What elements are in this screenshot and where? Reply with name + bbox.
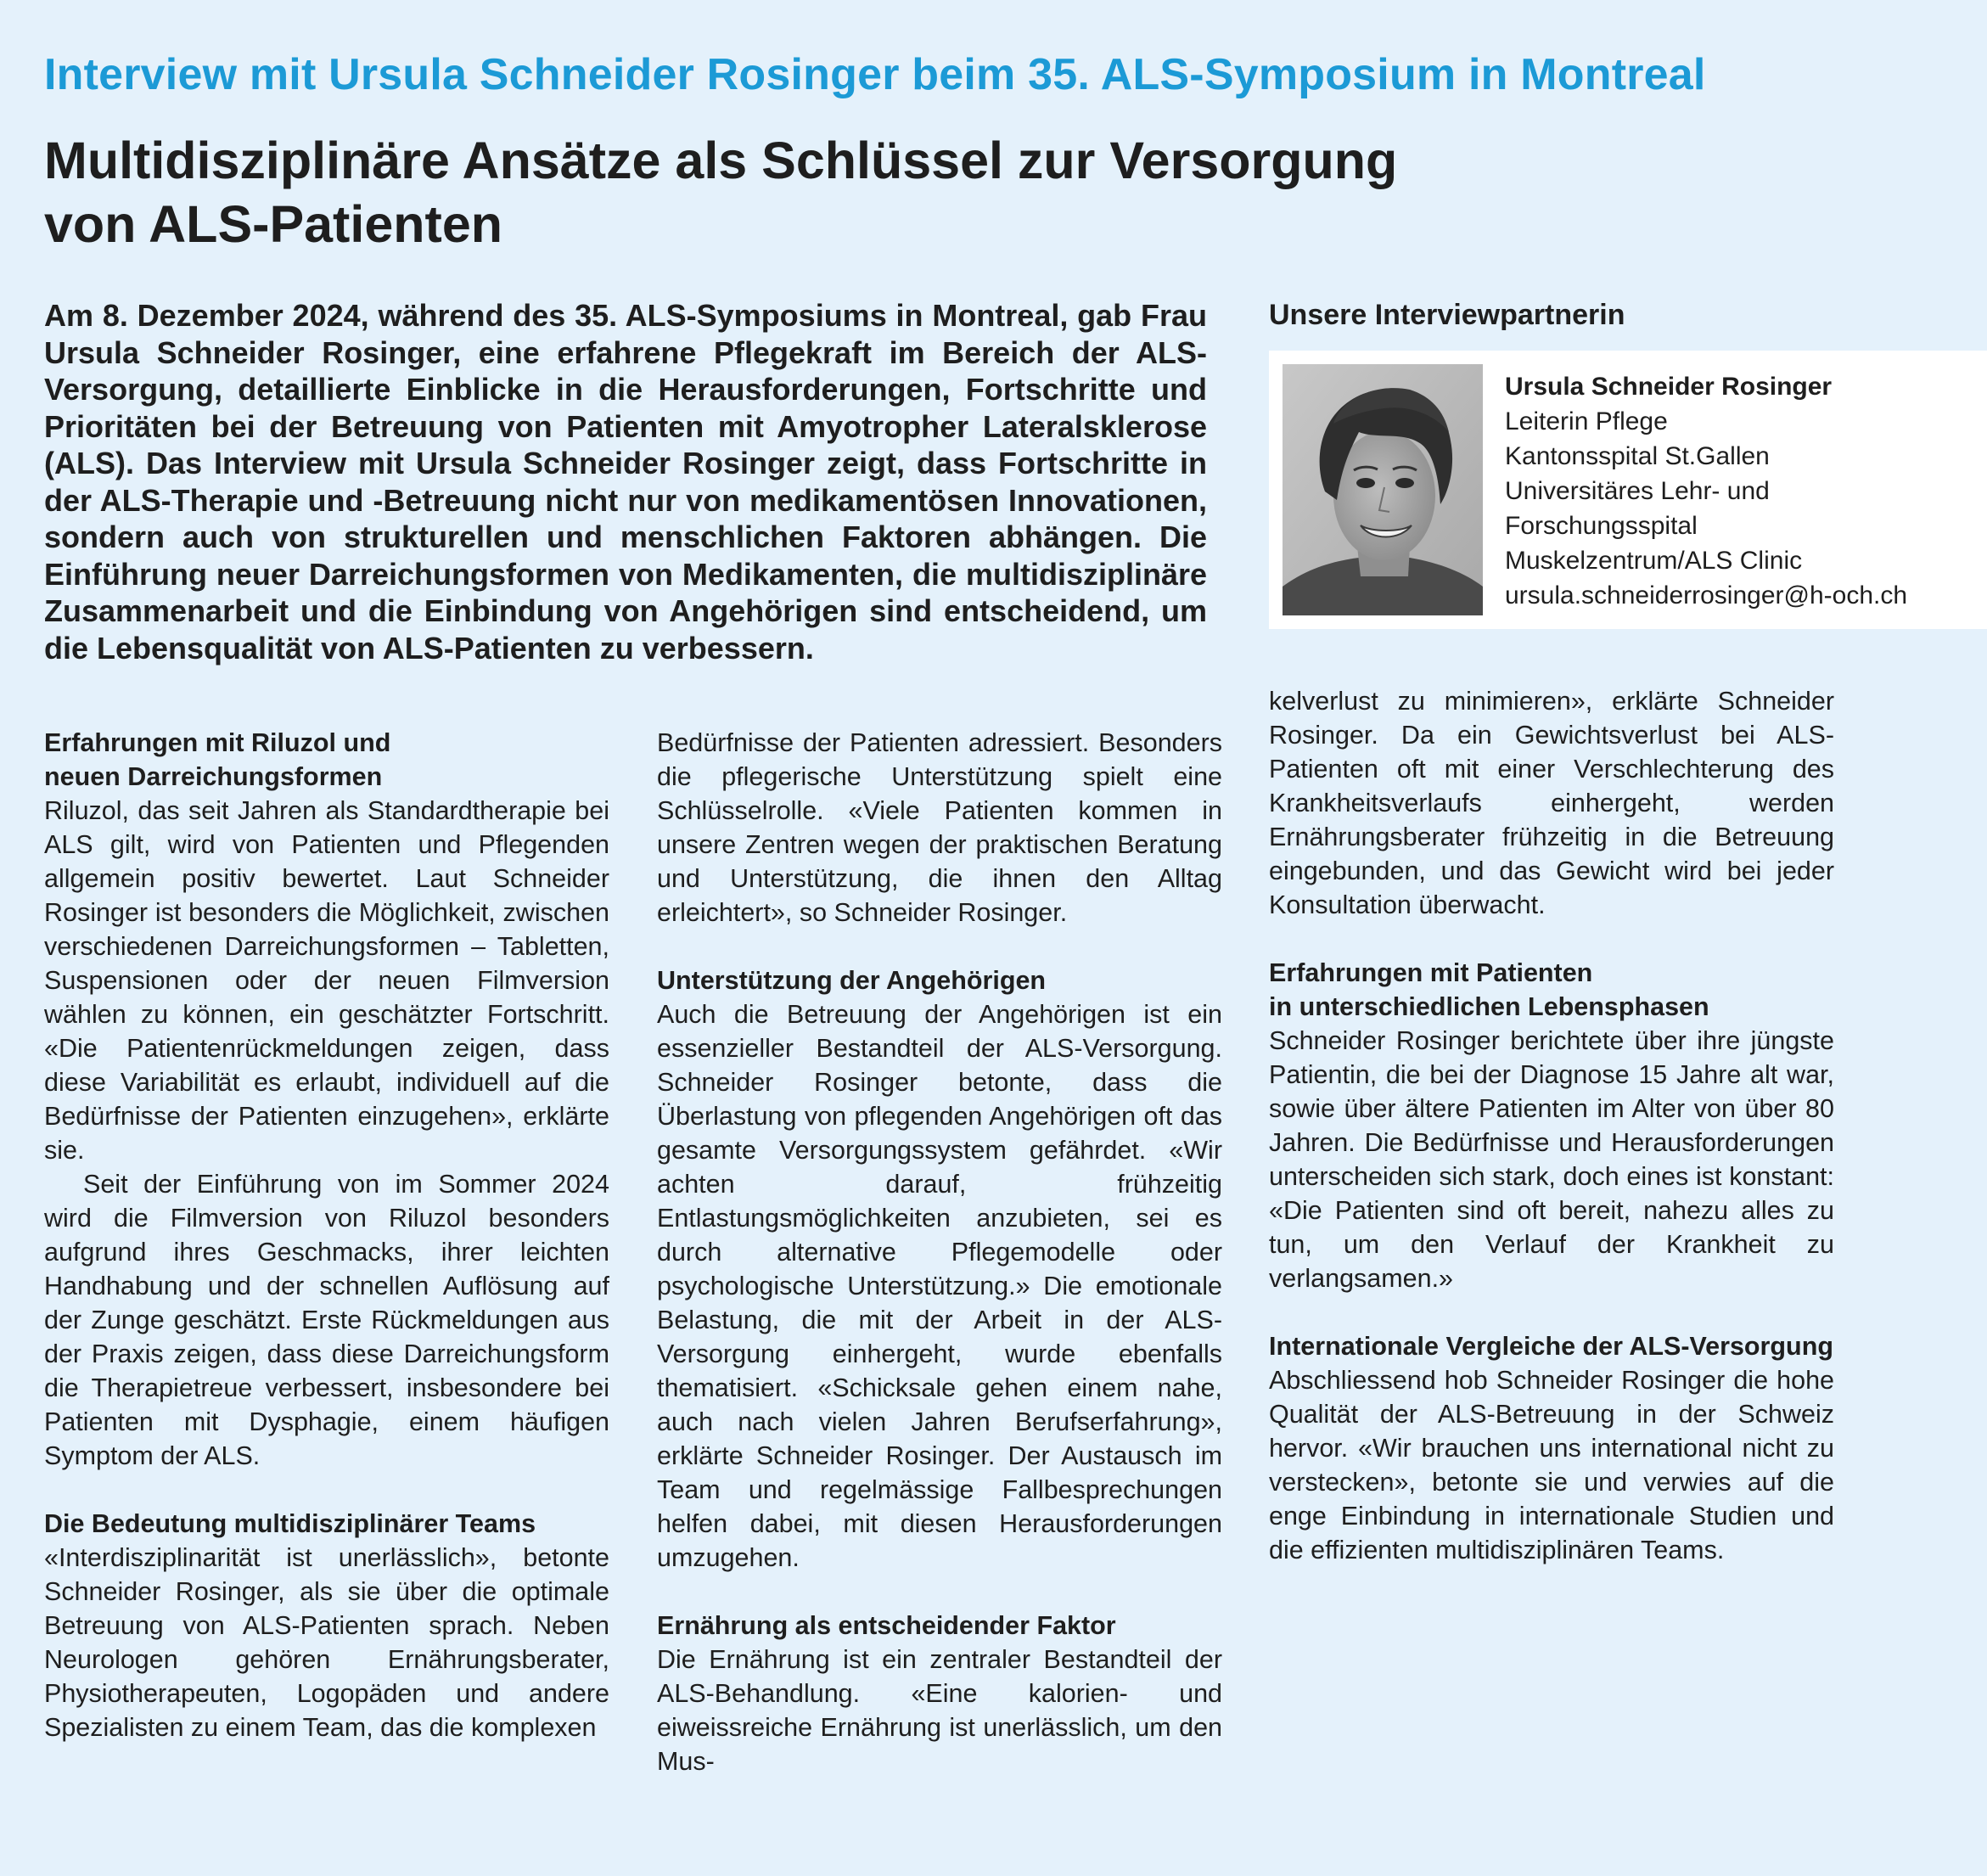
section-heading-lebensphasen bbox=[1269, 956, 1834, 1024]
section-heading-teams: Die Bedeutung multidisziplinärer Teams bbox=[44, 1509, 536, 1538]
paragraph-lebensphasen: Schneider Rosinger berichtete über ihre jüngste Patientin, die bei der Diagnose 15 Jahre alt war, sowie über ältere Patienten im Alter von über 80 Jahren. Die Bedürfnisse und Herausforderungen unterscheiden sich stark, doch eines ist konstant: «Die Patienten sind oft bereit, nahezu alles zu tun, um den Verlauf der Krankheit zu verlangsamen.» bbox=[1269, 1026, 1834, 1293]
section-heading-international: Internationale Vergleiche der ALS-Versorgung bbox=[1269, 1332, 1833, 1361]
partner-department: Muskelzentrum/ALS Clinic bbox=[1505, 547, 1803, 575]
article-headline bbox=[44, 129, 1487, 256]
section-heading-riluzol-line-1: Erfahrungen mit Riluzol und bbox=[44, 728, 391, 757]
partner-name: Ursula Schneider Rosinger bbox=[1505, 373, 1833, 401]
article-lead: Am 8. Dezember 2024, während des 35. ALS-Symposiums in Montreal, gab Frau Ursula Schneider Rosinger, eine erfahrene Pflegekraft im Bereich der ALS-Versorgung, detaillierte Einblicke in die Herausforderungen, Fortschritte und Prioritäten bei der Betreuung von Patienten mit Amyotropher Lateralsklerose (ALS). Das Interview mit Ursula Schneider Rosinger zeigt, dass Fortschritte in der ALS-Therapie und -Betreuung nicht nur von medikamentösen Innovationen, sondern auch von strukturellen und menschlichen Faktoren abhängen. Die Einführung neuer Darreichungsformen von Medikamenten, die multidisziplinäre Zusammenarbeit und die Einbindung von Angehörigen sind entscheidend, um die Lebensqualität von ALS-Patienten zu verbessern. bbox=[44, 298, 1207, 666]
paragraph-riluzol-1: Riluzol, das seit Jahren als Standardtherapie bei ALS gilt, wird von Patienten und Pflegenden allgemein positiv bewertet. Laut Schneider Rosinger ist besonders die Möglichkeit, zwischen verschiedenen Darreichungsformen – Tabletten, Suspensionen oder der neuen Filmversion wählen zu können, ein geschätzter Fortschritt. «Die Patientenrückmeldungen zeigen, dass diese Variabilität es erlaubt, individuell auf die Bedürfnisse der Patienten einzugehen», erklärte sie. bbox=[44, 796, 609, 1165]
partner-org-1: Kantonsspital St.Gallen bbox=[1505, 442, 1770, 470]
paragraph-angehoerige: Auch die Betreuung der Angehörigen ist ein essenzieller Bestandteil der ALS-Versorgung. Schneider Rosinger betonte, dass die Überlastung von pflegenden Angehörigen oft das gesamte Versorgungssystem gefährdet. «Wir achten darauf, frühzeitig Entlastungsmöglichkeiten anzubieten, sei es durch alternative Pflegemodelle oder psychologische Unterstützung.» Die emotionale Belastung, die mit der Arbeit in der ALS-Versorgung einhergeht, wurde ebenfalls thematisiert. «Schicksale gehen einem nahe, auch nach vielen Jahren Berufserfahrung», erklärte Schneider Rosinger. Der Austausch im Team und regelmässige Fallbesprechungen helfen dabei, mit diesen Herausforderungen umzugehen. bbox=[657, 1000, 1222, 1572]
headline-line-2: von ALS-Patienten bbox=[44, 195, 503, 253]
partner-box bbox=[1269, 351, 1987, 629]
section-heading-angehoerige: Unterstützung der Angehörigen bbox=[657, 966, 1047, 995]
partner-org-2: Universitäres Lehr- und bbox=[1505, 477, 1770, 505]
article-column-2 bbox=[657, 726, 1222, 1778]
section-heading-riluzol-line-2: neuen Darreichungsformen bbox=[44, 762, 383, 791]
paragraph-teams-part-1: «Interdisziplinarität ist unerlässlich», betonte Schneider Rosinger, als sie über die optimale Betreuung von ALS-Patienten sprach. Neben Neurologen gehören Ernährungsberater, Physiotherapeuten, Logopäden und andere Spezialisten zu einem Team, das die komplexen bbox=[44, 1543, 609, 1742]
paragraph-riluzol-2: Seit der Einführung von im Sommer 2024 wird die Filmversion von Riluzol besonders aufgrund ihres Geschmacks, ihrer leichten Handhabung und der schnellen Auflösung auf der Zunge geschätzt. Erste Rückmeldungen aus der Praxis zeigen, dass diese Darreichungsform die Therapietreue verbessert, insbesondere bei Patienten mit Dysphagie, einem häufigen Symptom der ALS. bbox=[44, 1170, 609, 1470]
partner-role: Leiterin Pflege bbox=[1505, 407, 1668, 435]
article-column-1 bbox=[44, 726, 609, 1744]
paragraph-international: Abschliessend hob Schneider Rosinger die hohe Qualität der ALS-Betreuung in der Schweiz hervor. «Wir brauchen uns international nicht zu verstecken», betonte sie und verwies auf die enge Einbindung in internationale Studien und die effizienten multidisziplinären Teams. bbox=[1269, 1366, 1834, 1564]
article-kicker: Interview mit Ursula Schneider Rosinger beim 35. ALS-Symposium in Montreal bbox=[44, 50, 1706, 99]
paragraph-teams-part-2: Bedürfnisse der Patienten adressiert. Besonders die pflegerische Unterstützung spielt eine Schlüsselrolle. «Viele Patienten kommen in unsere Zentren wegen der praktischen Beratung und Unterstützung, die ihnen den Alltag erleichtert», so Schneider Rosinger. bbox=[657, 728, 1222, 927]
headline-line-1: Multidisziplinäre Ansätze als Schlüssel zur Versorgung bbox=[44, 132, 1398, 189]
partner-label: Unsere Interviewpartnerin bbox=[1269, 299, 1625, 331]
partner-info bbox=[1505, 369, 1980, 613]
section-heading-lebensphasen-line-2: in unterschiedlichen Lebensphasen bbox=[1269, 992, 1709, 1021]
partner-email[interactable]: ursula.schneiderrosinger@h-och.ch bbox=[1505, 581, 1908, 609]
section-heading-ernaehrung: Ernährung als entscheidender Faktor bbox=[657, 1611, 1116, 1640]
section-heading-riluzol bbox=[44, 726, 609, 794]
paragraph-ernaehrung-part-2: kelverlust zu minimieren», erklärte Schneider Rosinger. Da ein Gewichtsverlust bei ALS-Patienten oft mit einer Verschlechterung des Krankheitsverlaufs einhergeht, werden Ernährungsberater frühzeitig in die Betreuung eingebunden, und das Gewicht wird bei jeder Konsultation überwacht. bbox=[1269, 687, 1834, 919]
paragraph-ernaehrung-part-1: Die Ernährung ist ein zentraler Bestandteil der ALS-Behandlung. «Eine kalorien- und eiweissreiche Ernährung ist unerlässlich, um den Mus- bbox=[657, 1645, 1222, 1776]
portrait-photo bbox=[1283, 364, 1483, 615]
partner-org-3: Forschungsspital bbox=[1505, 512, 1698, 540]
section-heading-lebensphasen-line-1: Erfahrungen mit Patienten bbox=[1269, 958, 1593, 987]
article-column-3 bbox=[1269, 684, 1834, 1567]
